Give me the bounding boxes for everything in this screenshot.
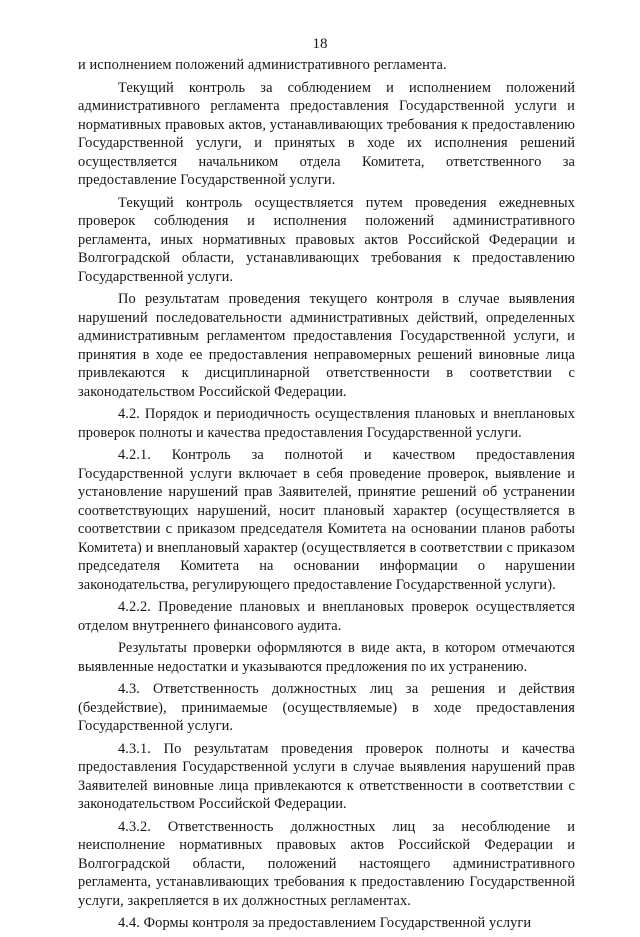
section-4-2-heading: 4.2. Порядок и периодичность осуществления плановых и внеплановых проверок полноты и качества предоставления Государственной услуги. (78, 406, 575, 441)
paragraph-continuation: и исполнением положений административного регламента. (78, 57, 447, 73)
paragraph-current-control-method: Текущий контроль осуществляется путем проведения ежедневных проверок соблюдения и исполнения положений административного регламента, иных нормативных правовых актов Российской Федерации и Волгоградской области, устанавливающих требования к предоставлению Государственной услуги. (78, 194, 575, 285)
clause-4-3-2: 4.3.2. Ответственность должностных лиц за несоблюдение и неисполнение нормативных правовых актов Российской Федерации и Волгоградской области, положений настоящего административного регламента, устанавливающих требования к предоставлению Государственной услуги, закрепляется в их должностных регламентах. (78, 818, 575, 909)
paragraph-inspection-results: Результаты проверки оформляются в виде акта, в котором отмечаются выявленные недостатки и указываются предложения по их устранению. (78, 640, 575, 675)
document-body (78, 56, 575, 937)
section-4-4-heading: 4.4. Формы контроля за предоставлением Государственной услуги (118, 915, 532, 931)
paragraph-current-control-responsibility: Текущий контроль за соблюдением и исполнением положений административного регламента предоставления Государственной услуги и нормативных правовых актов, устанавливающих требования к предоставлению Государственной услуги, и принятых в ходе их исполнения решений осуществляется начальником отдела Комитета, ответственного за предоставление Государственной услуги. (78, 79, 575, 188)
section-4-3-heading: 4.3. Ответственность должностных лиц за решения и действия (бездействие), принимаемые (осуществляемые) в ходе предоставления Государственной услуги. (78, 681, 575, 734)
page-number: 18 (312, 36, 328, 52)
clause-4-3-1: 4.3.1. По результатам проведения проверок полноты и качества предоставления Государственной услуги в случае выявления нарушений прав Заявителей виновные лица привлекаются к ответственности в соответствии с законодательством Российской Федерации. (78, 740, 575, 812)
clause-4-2-1: 4.2.1. Контроль за полнотой и качеством предоставления Государственной услуги включает в себя проведение проверок, выявление и установление нарушений прав Заявителей, принятие решений об устранении соответствующих нарушений, носит плановый характер (осуществляется в соответствии с приказом председателя Комитета на основании планов работы Комитета) и внеплановый характер (осуществляется в соответствии с приказом председателя Комитета на основании информации о нарушении законодательства, регулирующего предоставление Государственной услуги). (78, 447, 575, 593)
clause-4-2-2: 4.2.2. Проведение плановых и внеплановых проверок осуществляется отделом внутреннего финансового аудита. (78, 599, 575, 634)
paragraph-current-control-results: По результатам проведения текущего контроля в случае выявления нарушений последовательности административных действий, определенных административным регламентом предоставления Государственной услуги, и принятия в ходе ее предоставления неправомерных решений виновные лица привлекаются к дисциплинарной ответственности в соответствии с законодательством Российской Федерации. (78, 291, 575, 400)
